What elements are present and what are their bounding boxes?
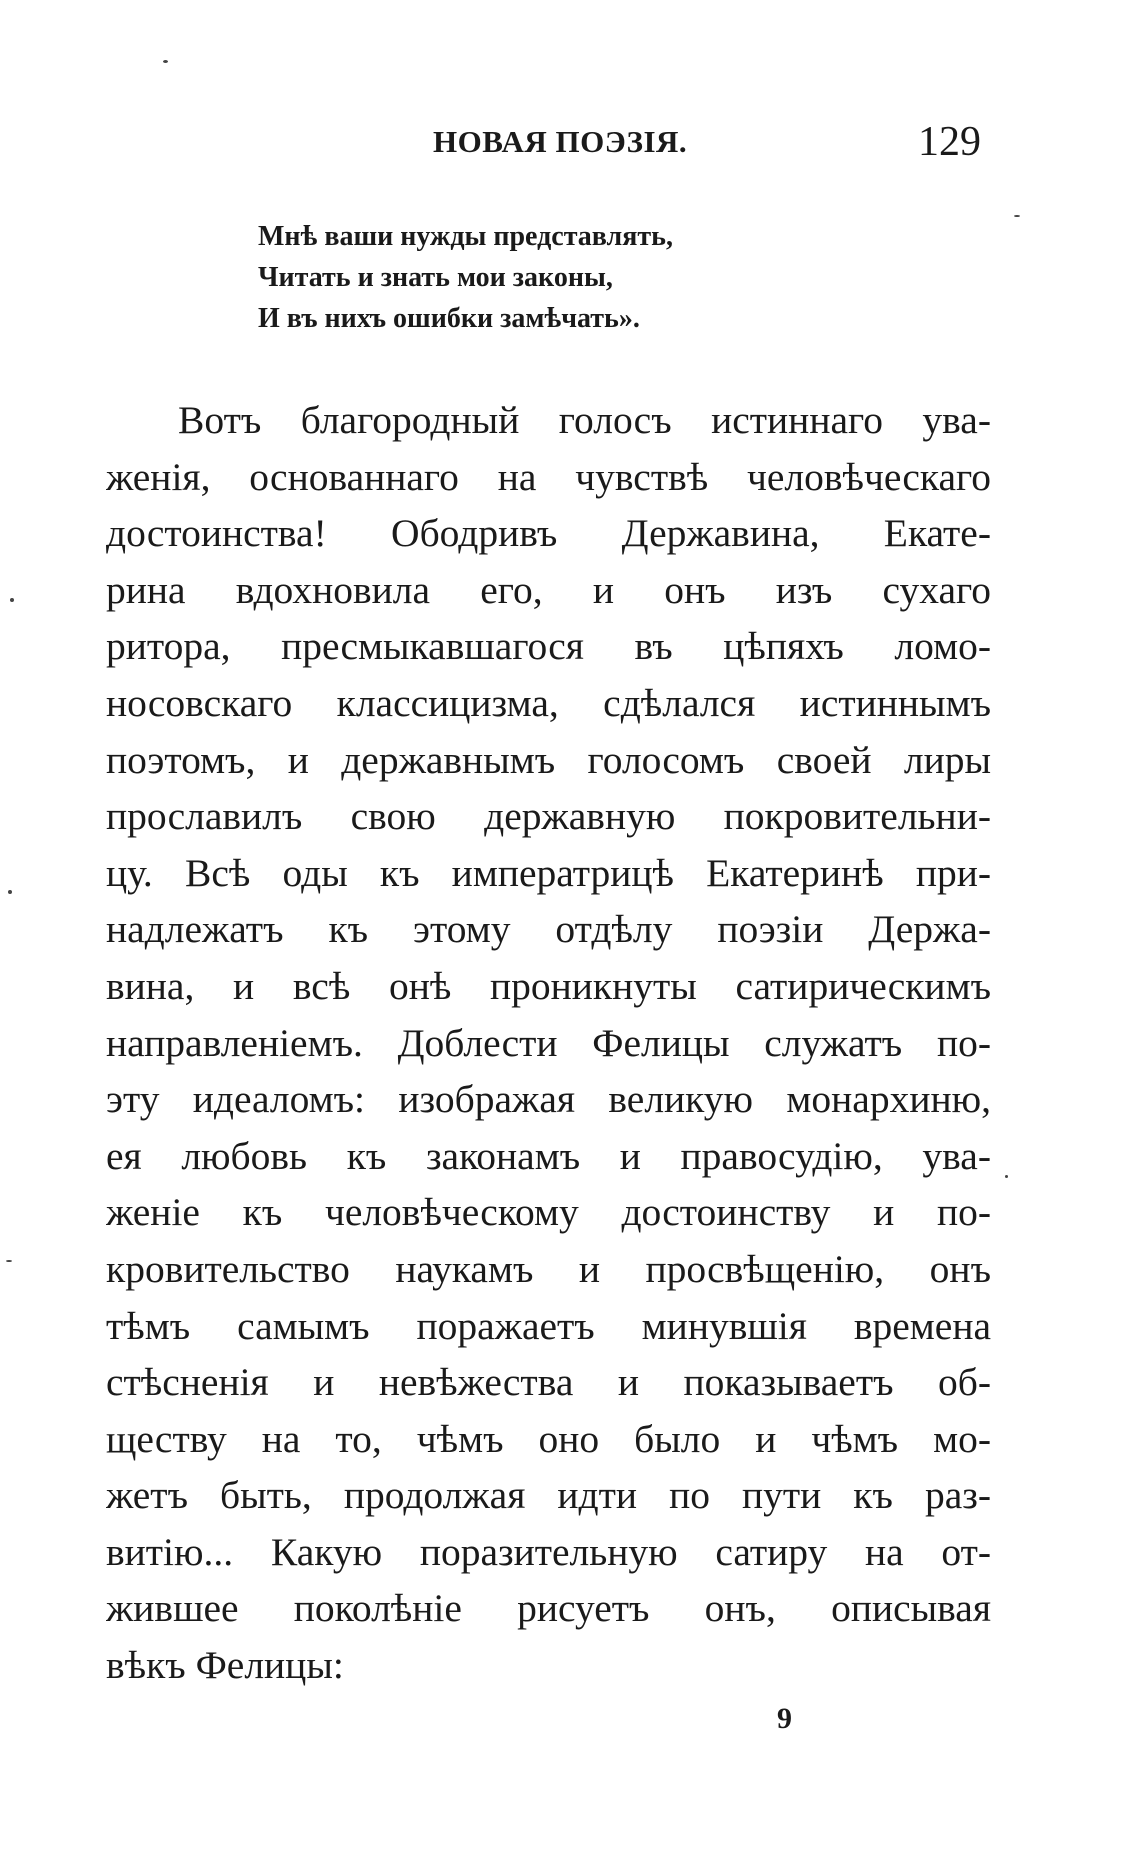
scan-speck xyxy=(1014,215,1020,217)
text-line: тѣмъ самымъ поражаетъ минувшія времена xyxy=(106,1303,991,1348)
text-line: прославилъ свою державную покровительни- xyxy=(106,794,991,839)
text-line: стѣсненія и невѣжества и показываетъ об- xyxy=(106,1360,991,1405)
text-line: витію... Какую поразительную сатиру на от- xyxy=(106,1529,991,1574)
signature-mark: 9 xyxy=(777,1702,792,1735)
scan-speck xyxy=(6,1260,12,1262)
text-line: направленіемъ. Доблести Фелицы служатъ по- xyxy=(106,1020,991,1065)
page-number: 129 xyxy=(918,119,981,165)
text-line: ритора, пресмыкавшагося въ цѣпяхъ ломо- xyxy=(106,624,991,669)
verse-line: И въ нихъ ошибки замѣчать». xyxy=(258,303,640,334)
text-line: жетъ быть, продолжая идти по пути къ раз- xyxy=(106,1473,991,1518)
scan-speck xyxy=(1005,1175,1008,1178)
text-line: Вотъ благородный голосъ истиннаго ува- xyxy=(178,398,991,442)
running-title: НОВАЯ ПОЭЗІЯ. xyxy=(433,124,688,159)
text-line: надлежатъ къ этому отдѣлу поэзіи Держа- xyxy=(106,907,991,952)
body-paragraph xyxy=(106,392,991,1694)
scan-speck xyxy=(10,598,14,602)
text-line: жившее поколѣніе рисуетъ онъ, описывая xyxy=(106,1586,991,1631)
text-line: рина вдохновила его, и онъ изъ сухаго xyxy=(106,567,991,612)
text-line: цу. Всѣ оды къ императрицѣ Екатеринѣ при- xyxy=(106,850,991,895)
text-line: женія, основаннаго на чувствѣ человѣческаго xyxy=(106,454,991,499)
verse-quotation xyxy=(258,216,673,339)
verse-line: Читать и знать мои законы, xyxy=(258,262,613,293)
text-line: достоинства! Ободривъ Державина, Екате- xyxy=(106,511,991,556)
text-line: эту идеаломъ: изображая великую монархиню, xyxy=(106,1077,991,1122)
text-line: поэтомъ, и державнымъ голосомъ своей лиры xyxy=(106,737,991,782)
text-line: кровительство наукамъ и просвѣщенію, онъ xyxy=(106,1246,991,1291)
text-line: вѣкъ Фелицы: xyxy=(106,1643,344,1688)
text-line: ществу на то, чѣмъ оно было и чѣмъ мо- xyxy=(106,1416,991,1461)
scan-speck xyxy=(8,890,12,894)
scan-speck xyxy=(163,60,168,63)
verse-line: Мнѣ ваши нужды представлять, xyxy=(258,221,673,252)
text-line: ея любовь къ законамъ и правосудію, ува- xyxy=(106,1133,991,1178)
text-line: носовскаго классицизма, сдѣлался истиннымъ xyxy=(106,680,991,725)
text-line: вина, и всѣ онѣ проникнуты сатирическимъ xyxy=(106,963,991,1008)
text-line: женіе къ человѣческому достоинству и по- xyxy=(106,1190,991,1235)
